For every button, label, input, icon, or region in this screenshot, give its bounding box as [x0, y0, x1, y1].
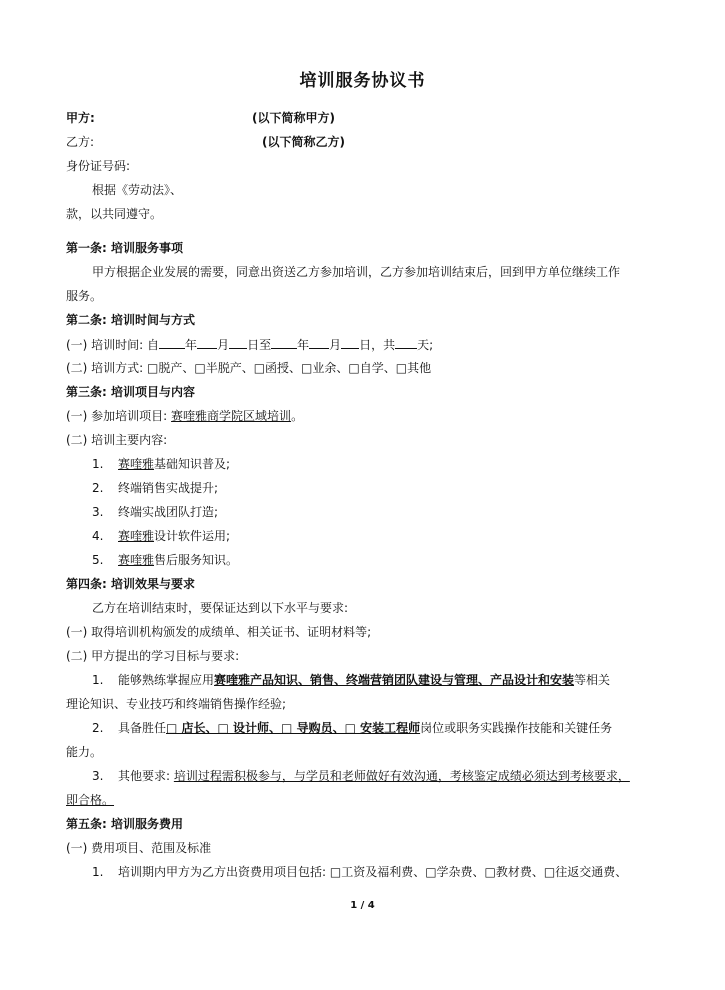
goal-underlined: 赛喹雅产品知识、销售、终端营销团队建设与管理、产品设计和安装	[214, 673, 575, 687]
year-label: 年	[185, 338, 198, 352]
goal-number: 3.	[92, 769, 104, 783]
requirement-2: (二) 甲方提出的学习目标与要求:	[66, 649, 240, 663]
article-4-intro: 乙方在培训结束时，要保证达到以下水平与要求:	[92, 601, 349, 615]
fee-item-number: 1.	[92, 865, 104, 879]
article-2-heading: 第二条: 培训时间与方式	[66, 313, 195, 327]
list-item-number: 2.	[92, 481, 104, 495]
training-project-line	[66, 408, 303, 424]
list-item-text: 基础知识普及;	[154, 457, 231, 471]
party-b-hint: (以下简称乙方)	[262, 135, 345, 149]
list-item-brand: 赛喹雅	[118, 529, 155, 543]
training-time-line	[66, 336, 433, 353]
start-day-blank	[229, 336, 247, 349]
list-item-text: 终端销售实战提升;	[118, 481, 219, 495]
training-project-value: 赛喹雅商学院区域培训	[171, 409, 292, 423]
basis-text: 根据《劳动法》、	[92, 183, 183, 197]
goal-item-1	[92, 672, 610, 688]
fee-item-1	[92, 864, 627, 880]
id-number-label: 身份证号码:	[66, 159, 131, 173]
goal-item-1-cont: 理论知识、专业技巧和终端销售操作经验;	[66, 697, 287, 711]
training-time-prefix: (一) 培训时间: 自	[66, 338, 160, 352]
goal-suffix: 岗位或职务实践操作技能和关键任务	[420, 721, 613, 735]
article-1-body: 甲方根据企业发展的需要，同意出资送乙方参加培训，乙方参加培训结束后，回到甲方单位继续工作	[92, 265, 621, 279]
list-item-text: 设计软件运用;	[154, 529, 231, 543]
goal-prefix: 其他要求:	[118, 769, 174, 783]
month-label: 月	[217, 338, 230, 352]
list-item-text: 售后服务知识。	[154, 553, 239, 567]
days-label: 天;	[417, 338, 434, 352]
article-1-heading: 第一条: 培训服务事项	[66, 241, 183, 255]
goal-prefix: 具备胜任	[118, 721, 167, 735]
list-item	[92, 456, 230, 472]
goal-underlined: □ 店长、□ 设计师、□ 导购员、□ 安装工程师	[166, 721, 421, 735]
goal-underlined: 培训过程需积极参与，与学员和老师做好有效沟通，考核鉴定成绩必须达到考核要求，	[173, 769, 630, 783]
goal-item-3	[92, 768, 630, 784]
list-item-brand: 赛喹雅	[118, 553, 155, 567]
start-month-blank	[197, 336, 217, 349]
training-mode-line: (二) 培训方式: □脱产、□半脱产、□函授、□业余、□自学、□其他	[66, 361, 432, 375]
article-5-heading: 第五条: 培训服务费用	[66, 817, 183, 831]
list-item-number: 1.	[92, 457, 104, 471]
basis-continued: 款，以共同遵守。	[66, 207, 163, 221]
list-item-number: 4.	[92, 529, 104, 543]
goal-item-3-cont: 即合格。	[66, 793, 115, 807]
end-day-blank	[341, 336, 359, 349]
article-3-heading: 第三条: 培训项目与内容	[66, 385, 195, 399]
end-year-blank	[271, 336, 297, 349]
list-item-brand: 赛喹雅	[118, 457, 155, 471]
day-total-label: 日，共	[359, 338, 396, 352]
document-title: 培训服务协议书	[299, 71, 426, 91]
list-item	[92, 528, 230, 544]
list-item-number: 5.	[92, 553, 104, 567]
fee-subheading: (一) 费用项目、范围及标准	[66, 841, 212, 855]
list-item-number: 3.	[92, 505, 104, 519]
day-to-label: 日至	[247, 338, 272, 352]
requirement-1: (一) 取得培训机构颁发的成绩单、相关证书、证明材料等;	[66, 625, 372, 639]
goal-item-2-cont: 能力。	[66, 745, 103, 759]
goal-number: 2.	[92, 721, 104, 735]
days-blank	[395, 336, 417, 349]
list-item	[92, 552, 238, 568]
article-4-heading: 第四条: 培训效果与要求	[66, 577, 195, 591]
training-project-label: (一) 参加培训项目:	[66, 409, 172, 423]
fee-item-text: 培训期内甲方为乙方出资费用项目包括: □工资及福利费、□学杂费、□教材费、□往返交通费、	[118, 865, 628, 879]
party-a-label: 甲方:	[66, 111, 95, 125]
list-item	[92, 504, 218, 520]
party-a-hint: (以下简称甲方)	[252, 111, 335, 125]
month-label-2: 月	[329, 338, 342, 352]
end-month-blank	[309, 336, 329, 349]
article-1-body-cont: 服务。	[66, 289, 103, 303]
goal-item-2	[92, 720, 612, 736]
training-project-suffix: 。	[291, 409, 304, 423]
goal-suffix: 等相关	[574, 673, 611, 687]
start-year-blank	[159, 336, 185, 349]
list-item	[92, 480, 218, 496]
page-number: 1 / 4	[350, 900, 375, 911]
party-b-label: 乙方:	[66, 135, 95, 149]
year-label-2: 年	[297, 338, 310, 352]
goal-prefix: 能够熟练掌握应用	[118, 673, 215, 687]
training-content-label: (二) 培训主要内容:	[66, 433, 168, 447]
goal-number: 1.	[92, 673, 104, 687]
list-item-text: 终端实战团队打造;	[118, 505, 219, 519]
